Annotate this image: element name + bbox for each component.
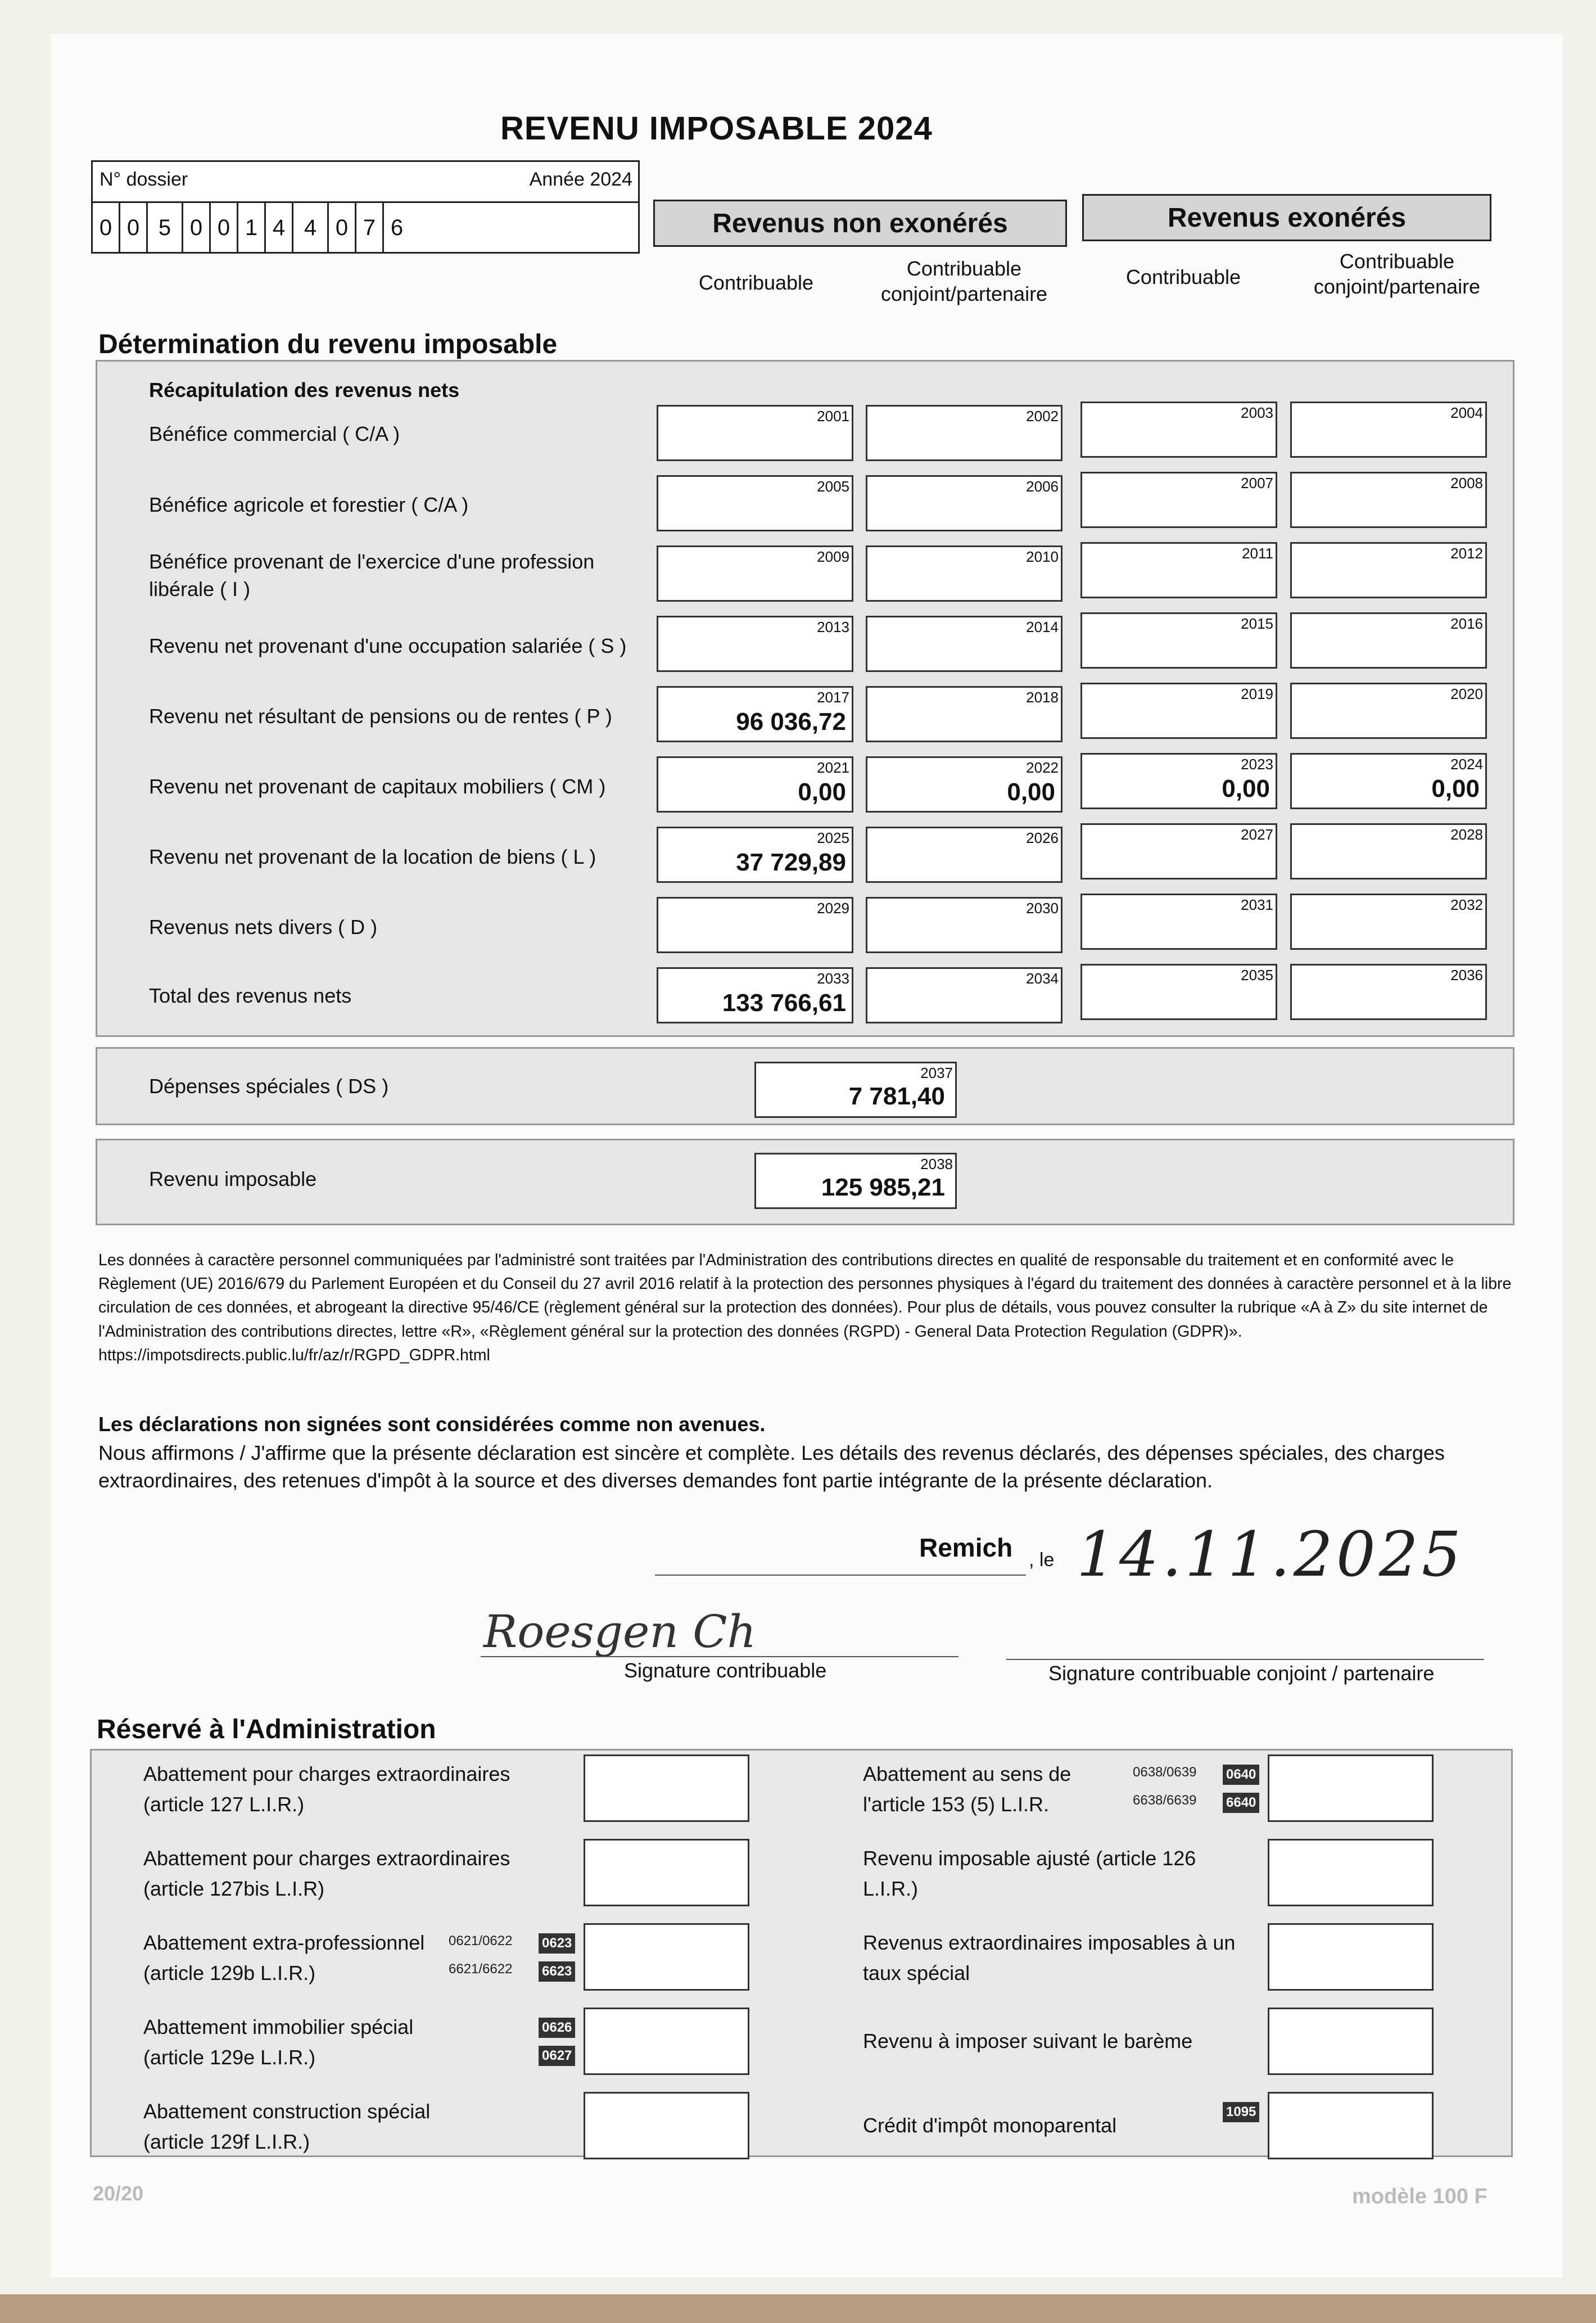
dossier-digit: 7 (356, 203, 384, 252)
col-label-spouse-line2: conjoint/partenaire (880, 282, 1048, 305)
admin-badge: 6623 (539, 1961, 575, 1982)
income-field[interactable] (657, 967, 853, 1023)
field-code: 2023 (1241, 756, 1273, 773)
income-field[interactable] (1290, 964, 1487, 1020)
admin-label (143, 2012, 413, 2073)
dossier-number-box (91, 160, 640, 254)
field-code: 2034 (1026, 970, 1059, 987)
declaration-warning: Les déclarations non signées sont considérées comme non avenues. (98, 1413, 766, 1436)
admin-field[interactable] (1268, 1839, 1434, 1906)
field-code: 2011 (1242, 545, 1273, 562)
admin-label-line1: Crédit d'impôt monoparental (863, 2114, 1117, 2137)
field-value: 37 729,89 (736, 849, 846, 876)
admin-badge: 0627 (539, 2046, 575, 2066)
row-label: Bénéfice agricole et forestier ( C/A ) (149, 493, 469, 516)
admin-label (143, 2096, 430, 2157)
dossier-digit: 4 (293, 203, 329, 252)
field-code: 2037 (920, 1064, 953, 1081)
header-non-exempt: Revenus non exonérés (653, 200, 1067, 247)
income-field[interactable] (866, 545, 1063, 602)
income-field[interactable] (1080, 894, 1277, 950)
row-label: Total des revenus nets (149, 984, 352, 1007)
income-field[interactable] (1290, 683, 1487, 739)
field-code: 2018 (1026, 689, 1059, 706)
field-value: 0,00 (1007, 778, 1055, 806)
admin-label-line1: Abattement extra-professionnel (143, 1931, 425, 1954)
field-code: 2017 (817, 689, 849, 706)
field-code: 2009 (817, 548, 849, 565)
field-value: 0,00 (798, 778, 846, 806)
field-code: 2003 (1241, 404, 1273, 421)
col-label-exempt-spouse (1285, 249, 1509, 299)
admin-label (863, 2110, 1116, 2141)
field-code: 2031 (1241, 896, 1273, 913)
income-field[interactable] (866, 897, 1063, 953)
dossier-digit: 1 (238, 203, 266, 252)
field-code: 2035 (1241, 967, 1273, 984)
dossier-digit: 0 (93, 203, 120, 252)
dossier-digit: 0 (120, 203, 148, 252)
field-code: 2024 (1450, 756, 1483, 773)
field-value: 133 766,61 (722, 989, 846, 1017)
income-field[interactable] (1290, 472, 1487, 528)
dossier-digits (93, 201, 638, 252)
admin-label-line1: Revenu à imposer suivant le barème (863, 2029, 1193, 2053)
place-field[interactable]: Remich (919, 1533, 1013, 1562)
income-field[interactable] (866, 756, 1063, 813)
signature-line-taxpayer (481, 1656, 958, 1657)
dossier-label: N° dossier (100, 169, 188, 190)
admin-label (863, 1843, 1196, 1904)
dossier-digit: 5 (148, 203, 183, 252)
field-code: 2021 (817, 759, 849, 776)
row-label: Revenus nets divers ( D ) (149, 915, 378, 939)
taxpayer-signature: Roesgen Ch (483, 1605, 757, 1658)
field-code: 2030 (1026, 900, 1059, 917)
field-code: 2010 (1026, 548, 1059, 565)
admin-field[interactable] (1268, 1754, 1434, 1822)
date-field[interactable]: 14.11.2025 (1077, 1518, 1464, 1590)
row-label: Revenu net provenant de capitaux mobiliers ( CM ) (149, 775, 606, 798)
admin-label-line2: (article 129b L.I.R.) (143, 1961, 316, 1984)
income-field[interactable] (1290, 823, 1487, 879)
admin-label (863, 1928, 1235, 1988)
place-line (655, 1575, 1026, 1576)
admin-code: 0621/0622 (449, 1933, 513, 1948)
income-field[interactable] (1080, 823, 1277, 879)
income-field[interactable] (657, 756, 853, 813)
header-exempt: Revenus exonérés (1082, 194, 1491, 241)
admin-label-line1: Abattement immobilier spécial (143, 2015, 414, 2038)
income-field[interactable] (866, 475, 1063, 531)
field-code: 2001 (817, 408, 849, 425)
dossier-digit: 4 (266, 203, 293, 252)
admin-field[interactable] (1268, 1923, 1434, 1991)
row-label: Revenu net résultant de pensions ou de rentes ( P ) (149, 705, 612, 728)
admin-label-line1: Revenu imposable ajusté (article 126 (863, 1847, 1196, 1870)
admin-badge: 0623 (539, 1933, 575, 1954)
signature-line-spouse (1006, 1659, 1484, 1660)
row-label: Bénéfice commercial ( C/A ) (149, 422, 400, 445)
signature-label-taxpayer: Signature contribuable (624, 1659, 827, 1682)
admin-code: 6638/6639 (1133, 1793, 1197, 1808)
admin-badge: 0640 (1223, 1765, 1259, 1785)
row-label: Revenu net provenant de la location de biens ( L ) (149, 845, 596, 868)
field-code: 2002 (1026, 408, 1059, 425)
field-value: 0,00 (1222, 775, 1270, 802)
gdpr-text: Les données à caractère personnel communiquées par l'administré sont traitées par l'Administration des contributions directes en qualité de responsable du traitement et en conformité avec le Règlement (UE) 2016/679 du Parlement Européen et du Conseil du 27 avril 2016 relatif à la protection des personnes physiques à l'égard du traitement des données à caractère personnel et à la libre circulation de ces données, et abrogeant la directive 95/46/CE (règlement général sur la protection des données). Pour plus de détails, vous pouvez consulter la rubrique «A à Z» du site internet de l'Administration des contributions directes, lettre «R», «Règlement général sur la protection des données (RGPD) - General Data Protection Regulation (GDPR)». (98, 1251, 1512, 1341)
admin-field[interactable] (584, 2008, 749, 2075)
admin-label-line1: Revenus extraordinaires imposables à un (863, 1931, 1236, 1954)
special-expenses-label: Dépenses spéciales ( DS ) (149, 1075, 389, 1098)
admin-field[interactable] (584, 2092, 749, 2159)
col-label-spouse-line1: Contribuable (906, 257, 1022, 280)
field-code: 2014 (1026, 619, 1059, 635)
field-code: 2005 (817, 478, 849, 495)
dossier-digit: 0 (183, 203, 211, 252)
admin-field[interactable] (584, 1754, 749, 1822)
admin-label-line2: (article 129f L.I.R.) (143, 2130, 310, 2153)
admin-code: 6621/6622 (449, 1961, 513, 1977)
col-label-exempt-spouse-line2: conjoint/partenaire (1313, 275, 1481, 298)
income-field[interactable] (1080, 402, 1277, 458)
field-code: 2004 (1450, 404, 1483, 421)
admin-label-line2: (article 127 L.I.R.) (143, 1793, 305, 1816)
field-code: 2022 (1026, 759, 1059, 776)
income-field[interactable] (1080, 683, 1277, 739)
income-field[interactable] (657, 686, 853, 742)
admin-code: 0638/0639 (1133, 1765, 1197, 1780)
declaration-text: Nous affirmons / J'affirme que la présente déclaration est sincère et complète. Les détails des revenus déclarés, des dépenses spéciales, des charges extraordinaires, des retenues d'impôt à la source et des diverses demandes font partie intégrante de la présente déclaration. (98, 1441, 1445, 1492)
income-field[interactable] (657, 405, 853, 461)
field-code: 2013 (817, 619, 849, 635)
special-expenses-field[interactable] (754, 1062, 957, 1118)
dossier-digit: 6 (390, 215, 404, 240)
section-title: Détermination du revenu imposable (98, 330, 558, 359)
admin-label (143, 1928, 424, 1988)
row-label: Revenu net provenant d'une occupation salariée ( S ) (149, 634, 627, 657)
field-value: 7 781,40 (848, 1082, 945, 1110)
dossier-digit: 0 (329, 203, 356, 252)
admin-label-line2: (article 127bis L.I.R) (143, 1877, 325, 1900)
field-code: 2038 (920, 1156, 953, 1172)
year-label: Année 2024 (529, 169, 632, 190)
form-model: modèle 100 F (1352, 2185, 1488, 2208)
dossier-digit: 0 (211, 203, 238, 252)
admin-badge: 1095 (1223, 2102, 1259, 2122)
income-field[interactable] (657, 545, 853, 602)
field-code: 2025 (817, 829, 849, 846)
income-field[interactable] (1080, 964, 1277, 1020)
admin-field[interactable] (1268, 2008, 1434, 2075)
admin-label-line2: taux spécial (863, 1961, 970, 1984)
admin-label-line1: Abattement au sens de (863, 1762, 1071, 1785)
admin-field[interactable] (1268, 2092, 1434, 2159)
income-field[interactable] (1290, 894, 1487, 950)
income-field[interactable] (1080, 542, 1277, 598)
col-label-exempt-spouse-line1: Contribuable (1339, 250, 1455, 273)
field-code: 2026 (1026, 829, 1059, 846)
field-code: 2028 (1450, 826, 1483, 843)
field-code: 2007 (1241, 475, 1273, 491)
admin-label (863, 1759, 1071, 1820)
taxable-income-label: Revenu imposable (149, 1167, 317, 1190)
field-code: 2016 (1450, 615, 1483, 632)
income-field[interactable] (657, 897, 853, 953)
col-label-exempt-taxpayer: Contribuable (1125, 265, 1241, 288)
income-field[interactable] (657, 475, 853, 531)
field-value: 125 985,21 (821, 1174, 945, 1201)
row-label: Bénéfice provenant de l'exercice d'une profession libérale ( I ) (149, 550, 595, 601)
income-field[interactable] (657, 827, 853, 883)
page-title: REVENU IMPOSABLE 2024 (500, 110, 933, 147)
field-code: 2027 (1241, 826, 1273, 843)
income-field[interactable] (866, 967, 1063, 1023)
le-label: , le (1029, 1549, 1055, 1571)
field-code: 2029 (817, 900, 849, 917)
income-field[interactable] (1080, 472, 1277, 528)
col-label-spouse (857, 256, 1071, 306)
signature-label-spouse: Signature contribuable conjoint / partenaire (1048, 1662, 1435, 1685)
admin-label-line2: L.I.R.) (863, 1877, 919, 1900)
admin-badge: 0626 (539, 2018, 575, 2038)
admin-badge: 6640 (1223, 1793, 1259, 1813)
page-number: 20/20 (93, 2182, 144, 2205)
field-code: 2006 (1026, 478, 1059, 495)
admin-label (143, 1843, 510, 1904)
field-value: 0,00 (1431, 775, 1480, 802)
income-field[interactable] (866, 827, 1063, 883)
admin-title: Réservé à l'Administration (97, 1715, 436, 1744)
income-field[interactable] (1080, 753, 1277, 809)
field-code: 2019 (1241, 685, 1273, 702)
field-code: 2020 (1450, 685, 1483, 702)
income-field[interactable] (1290, 753, 1487, 809)
income-field[interactable] (1080, 612, 1277, 669)
admin-label-line2: (article 129e L.I.R.) (143, 2046, 316, 2069)
col-label-taxpayer: Contribuable (698, 271, 814, 294)
income-field[interactable] (1290, 402, 1487, 458)
admin-field[interactable] (584, 1839, 749, 1906)
gdpr-link[interactable]: https://impotsdirects.public.lu/fr/az/r/RGPD_GDPR.html (98, 1346, 490, 1364)
field-code: 2033 (817, 970, 849, 987)
admin-field[interactable] (584, 1923, 749, 1991)
admin-label (143, 1759, 510, 1820)
table-edge (0, 2294, 1596, 2323)
taxable-income-field[interactable] (754, 1153, 957, 1209)
admin-label-line1: Abattement construction spécial (143, 2100, 431, 2123)
income-field[interactable] (1290, 612, 1487, 669)
field-code: 2012 (1450, 545, 1483, 562)
recap-title: Récapitulation des revenus nets (149, 378, 460, 402)
income-field[interactable] (657, 616, 853, 672)
income-field[interactable] (866, 616, 1063, 672)
field-code: 2015 (1241, 615, 1273, 632)
income-field[interactable] (866, 405, 1063, 461)
admin-label-line2: l'article 153 (5) L.I.R. (863, 1793, 1049, 1816)
income-field[interactable] (866, 686, 1063, 742)
admin-label-line1: Abattement pour charges extraordinaires (143, 1847, 510, 1870)
field-code: 2008 (1450, 475, 1483, 491)
field-value: 96 036,72 (736, 708, 846, 736)
field-code: 2032 (1450, 896, 1483, 913)
admin-label-line1: Abattement pour charges extraordinaires (143, 1762, 510, 1785)
income-field[interactable] (1290, 542, 1487, 598)
field-code: 2036 (1450, 967, 1483, 984)
admin-label (863, 2026, 1192, 2056)
gdpr-notice (98, 1248, 1526, 1367)
